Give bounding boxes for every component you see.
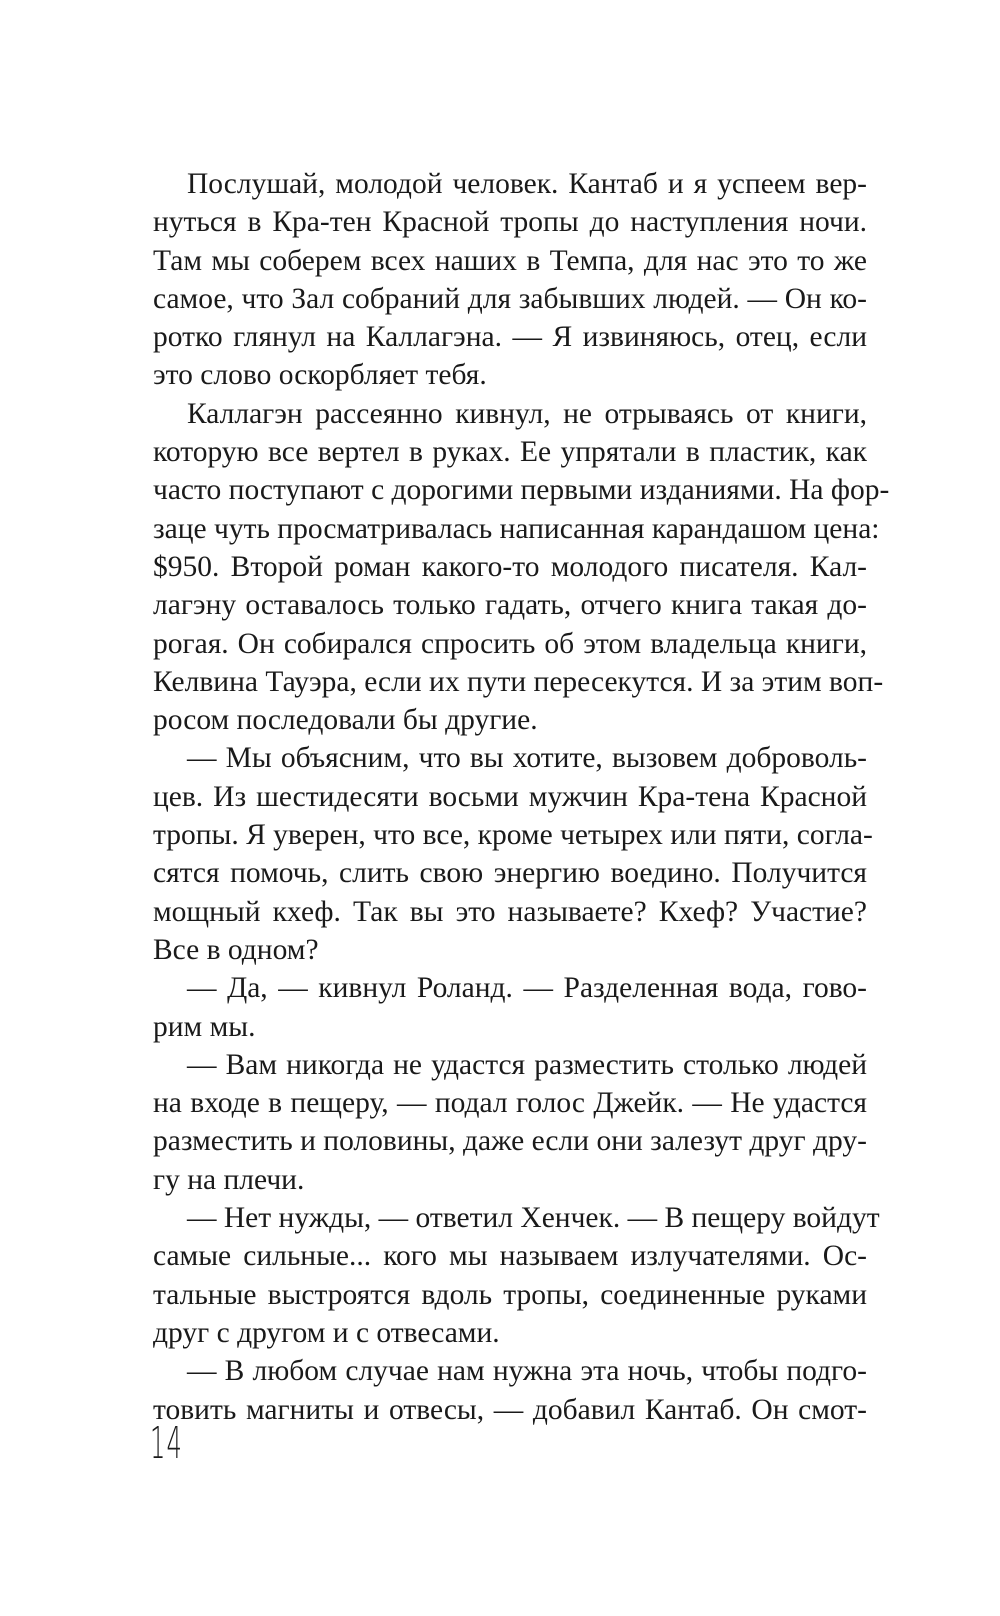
text-line: на входе в пещеру, — подал голос Джейк. — Не удастся xyxy=(153,1087,867,1120)
text-line: самое, что Зал собраний для забывших людей. — Он ко- xyxy=(153,282,867,315)
text-line: которую все вертел в руках. Ее упрятали в пластик, как xyxy=(153,436,867,469)
text-line: Там мы соберем всех наших в Темпа, для нас это то же xyxy=(153,244,867,277)
text-line: лагэну оставалось только гадать, отчего книга такая до- xyxy=(153,589,867,622)
text-line: рим мы. xyxy=(153,1010,256,1043)
text-line: — Вам никогда не удастся разместить столько людей xyxy=(187,1048,867,1081)
text-line: тальные выстроятся вдоль тропы, соединенные руками xyxy=(153,1278,867,1311)
text-line: разместить и половины, даже если они залезут друг дру- xyxy=(153,1125,867,1158)
text-line: гу на плечи. xyxy=(153,1163,305,1196)
text-line: самые сильные... кого мы называем излучателями. Ос- xyxy=(153,1240,867,1273)
text-line: товить магниты и отвесы, — добавил Кантаб. Он смот- xyxy=(153,1393,867,1426)
text-line: тропы. Я уверен, что все, кроме четырех или пяти, согла- xyxy=(153,819,873,852)
text-line: цев. Из шестидесяти восьми мужчин Кра-тена Красной xyxy=(153,780,867,813)
text-line: мощный кхеф. Так вы это называете? Кхеф? Участие? xyxy=(153,895,867,928)
text-line: рогая. Он собирался спросить об этом владельца книги, xyxy=(153,627,867,660)
page-number: 14 xyxy=(150,1418,183,1469)
text-line: часто поступают с дорогими первыми изданиями. На фор- xyxy=(153,474,890,507)
text-line: росом последовали бы другие. xyxy=(153,704,538,737)
text-line: ротко глянул на Каллагэна. — Я извиняюсь, отец, если xyxy=(153,321,867,354)
text-line: нуться в Кра-тен Красной тропы до наступления ночи. xyxy=(153,206,867,239)
text-line: заце чуть просматривалась написанная карандашом цена: xyxy=(153,512,880,545)
text-line: — В любом случае нам нужна эта ночь, чтобы подго- xyxy=(187,1355,867,1388)
text-line: это слово оскорбляет тебя. xyxy=(153,359,487,392)
text-line: друг с другом и с отвесами. xyxy=(153,1316,500,1349)
text-line: — Мы объясним, что вы хотите, вызовем доброволь- xyxy=(187,742,867,775)
body-text xyxy=(153,165,890,1429)
text-line: Все в одном? xyxy=(153,933,319,966)
text-line: Каллагэн рассеянно кивнул, не отрываясь от книги, xyxy=(187,397,867,430)
text-line: — Да, — кивнул Роланд. — Разделенная вода, гово- xyxy=(187,972,867,1005)
text-line: $950. Второй роман какого-то молодого писателя. Кал- xyxy=(153,550,867,583)
text-line: — Нет нужды, — ответил Хенчек. — В пещеру войдут xyxy=(187,1202,880,1235)
text-line: сятся помочь, слить свою энергию воедино. Получится xyxy=(153,857,867,890)
text-line: Келвина Тауэра, если их пути пересекутся. И за этим воп- xyxy=(153,665,884,698)
text-line: Послушай, молодой человек. Кантаб и я успеем вер- xyxy=(187,168,867,200)
